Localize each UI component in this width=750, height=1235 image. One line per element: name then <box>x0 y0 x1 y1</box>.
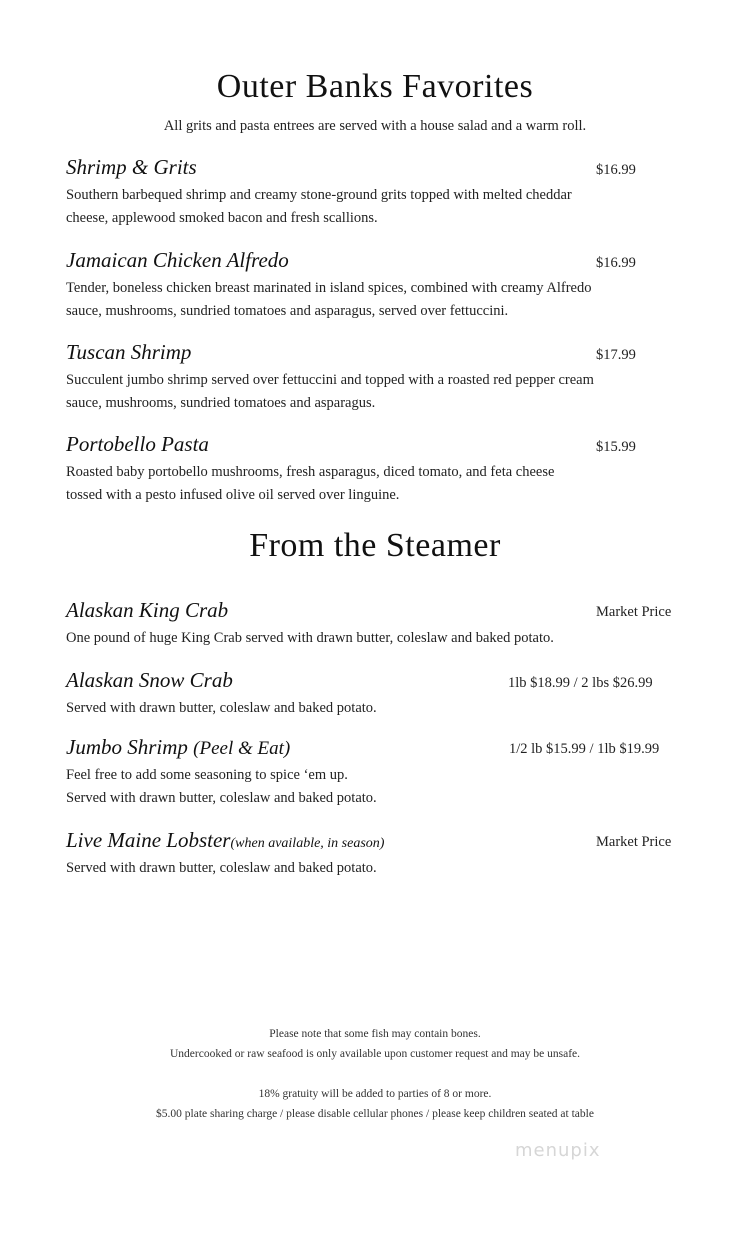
section-subtitle-favorites: All grits and pasta entrees are served with a house salad and a warm roll. <box>163 118 587 134</box>
item-description <box>66 369 656 415</box>
item-description-line: Roasted baby portobello mushrooms, fresh asparagus, diced tomato, and feta cheese <box>66 464 555 480</box>
item-name: Portobello Pasta <box>66 432 209 456</box>
item-name: Jamaican Chicken Alfredo <box>66 248 289 272</box>
section-title-steamer: From the Steamer <box>249 527 501 564</box>
item-description-line: sauce, mushrooms, sundried tomatoes and asparagus. <box>66 395 376 411</box>
item-price: $16.99 <box>596 255 636 271</box>
item-description-line: Succulent jumbo shrimp served over fettuccini and topped with a roasted red pepper cream <box>66 372 594 388</box>
menu-item <box>66 155 656 230</box>
item-price: $17.99 <box>596 347 636 363</box>
item-name: Shrimp & Grits <box>66 155 197 179</box>
item-description-line: cheese, applewood smoked bacon and fresh scallions. <box>66 210 378 226</box>
item-description-line: Feel free to add some seasoning to spice ‘em up. <box>66 767 348 783</box>
menu-item <box>66 340 656 415</box>
item-description <box>66 277 656 323</box>
section-title-favorites: Outer Banks Favorites <box>216 68 534 105</box>
item-description-line: Served with drawn butter, coleslaw and baked potato. <box>66 860 377 876</box>
menu-item <box>66 598 656 650</box>
item-name-note: (when available, in season) <box>230 836 385 851</box>
item-description-line: Served with drawn butter, coleslaw and baked potato. <box>66 700 377 716</box>
item-description-line: Southern barbequed shrimp and creamy stone-ground grits topped with melted cheddar <box>66 187 572 203</box>
item-description <box>66 627 656 650</box>
item-description <box>66 697 656 720</box>
footer-line: $5.00 plate sharing charge / please disable cellular phones / please keep children seated at table <box>156 1108 594 1120</box>
item-name: Alaskan Snow Crab <box>66 668 233 692</box>
item-description <box>66 461 656 507</box>
watermark-logo: menupix <box>515 1140 601 1161</box>
footer-line: 18% gratuity will be added to parties of 8 or more. <box>258 1088 492 1100</box>
item-description-line: tossed with a pesto infused olive oil served over linguine. <box>66 487 400 503</box>
item-description-line: Tender, boneless chicken breast marinated in island spices, combined with creamy Alfredo <box>66 280 592 296</box>
item-price: 1lb $18.99 / 2 lbs $26.99 <box>508 675 653 691</box>
menu-item <box>66 248 656 323</box>
item-description <box>66 764 656 810</box>
item-description-line: sauce, mushrooms, sundried tomatoes and asparagus, served over fettuccini. <box>66 303 509 319</box>
item-price: Market Price <box>596 834 672 850</box>
footer-notes <box>0 1024 750 1124</box>
menu-item <box>66 828 656 880</box>
item-name <box>66 828 656 853</box>
item-name: Alaskan King Crab <box>66 598 229 622</box>
item-description-line: Served with drawn butter, coleslaw and baked potato. <box>66 790 377 806</box>
item-price: Market Price <box>596 604 672 620</box>
item-description-line: One pound of huge King Crab served with drawn butter, coleslaw and baked potato. <box>66 630 554 646</box>
item-price: 1/2 lb $15.99 / 1lb $19.99 <box>509 741 660 757</box>
item-description <box>66 184 656 230</box>
item-description <box>66 857 656 880</box>
item-price: $15.99 <box>596 439 636 455</box>
item-name: Tuscan Shrimp <box>66 340 192 364</box>
footer-line: Undercooked or raw seafood is only available upon customer request and may be unsafe. <box>169 1048 581 1060</box>
menu-item <box>66 432 656 507</box>
footer-line <box>0 1064 750 1084</box>
item-name-note: (Peel & Eat) <box>193 738 291 759</box>
item-name-text: Jumbo Shrimp <box>66 735 188 759</box>
item-price: $16.99 <box>596 162 636 178</box>
item-name-text: Live Maine Lobster <box>66 828 231 852</box>
footer-line: Please note that some fish may contain bones. <box>269 1028 481 1040</box>
